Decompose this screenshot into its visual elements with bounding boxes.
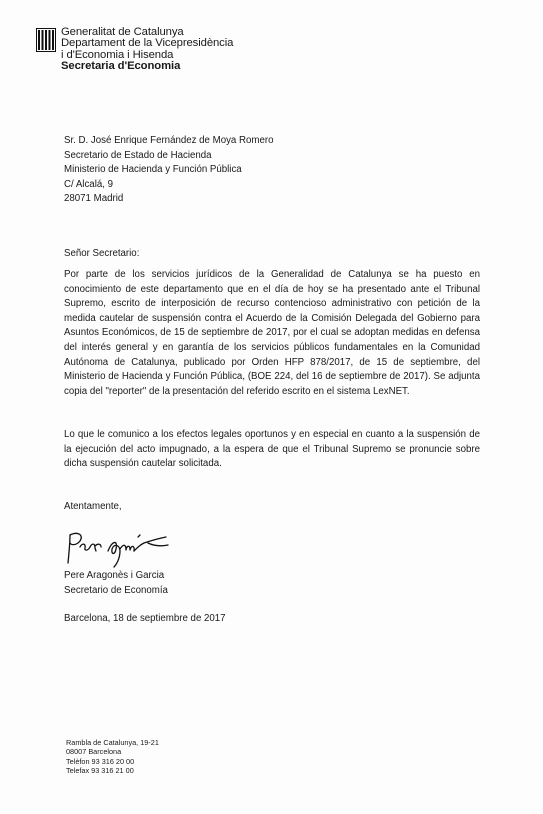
addressee-street: C/ Alcalá, 9 [64,178,113,190]
letterhead [36,27,233,73]
footer-address-block [66,738,159,776]
letterhead-department-cont: i d'Economia i Hisenda [61,48,174,61]
addressee-ministry: Ministerio de Hacienda y Función Pública [64,164,242,176]
footer-address: Rambla de Catalunya, 19-21 [66,738,159,747]
signer-name: Pere Aragonès i Garcia [64,570,165,581]
letterhead-secretariat: Secretaria d'Economia [61,60,181,73]
signer-title: Secretario de Economía [64,584,168,596]
signer-block [64,569,168,598]
senyera-emblem-icon [36,28,56,52]
footer-phone: Telèfon 93 316 20 00 [66,756,135,766]
date-line: Barcelona, 18 de septiembre de 2017 [64,613,226,624]
addressee-block [64,134,273,207]
footer-postal: 08007 Barcelona [66,747,122,757]
closing: Atentamente, [64,501,122,512]
letterhead-department: Departament de la Vicepresidència [61,37,234,50]
greeting: Señor Secretario: [64,248,140,259]
body-paragraph-2: Lo que le comunico a los efectos legales oportunos y en especial en cuanto a la suspensión de la ejecución del acto impugnado, a la espera de que el Tribunal Supremo se pronuncie sobre dicha suspensión cautelar solicitada. [64,429,480,470]
handwritten-signature [64,521,184,573]
addressee-city: 28071 Madrid [64,193,124,205]
body-paragraph-1: Por parte de los servicios jurídicos de la Generalidad de Catalunya se ha puesto en conocimiento de este departamento que en el día de hoy se ha presentado ante el Tribunal Supremo, escrito de interposición de recurso contencioso administrativo con petición de la medida cautelar de suspensión contra el Acuerdo de la Comisión Delegada del Gobierno para Asuntos Económicos, de 15 de septiembre de 2017, por el cual se adoptan medidas en defensa del interés general y en garantía de los servicios públicos fundamentales en la Comunidad Autónoma de Catalunya, publicado por Orden HFP 878/2017, de 15 de septiembre, del Ministerio de Hacienda y Función Pública, (BOE 224, del 16 de septiembre de 2017). Se adjunta copia del "reporter" de la presentación del referido escrito en el sistema LexNET. [64,269,480,397]
footer-fax: Telefax 93 316 21 00 [66,766,134,776]
letterhead-government: Generalitat de Catalunya [61,26,184,38]
addressee-position: Secretario de Estado de Hacienda [64,149,212,161]
addressee-name: Sr. D. José Enrique Fernández de Moya Romero [64,135,274,146]
letterhead-text [61,27,233,73]
